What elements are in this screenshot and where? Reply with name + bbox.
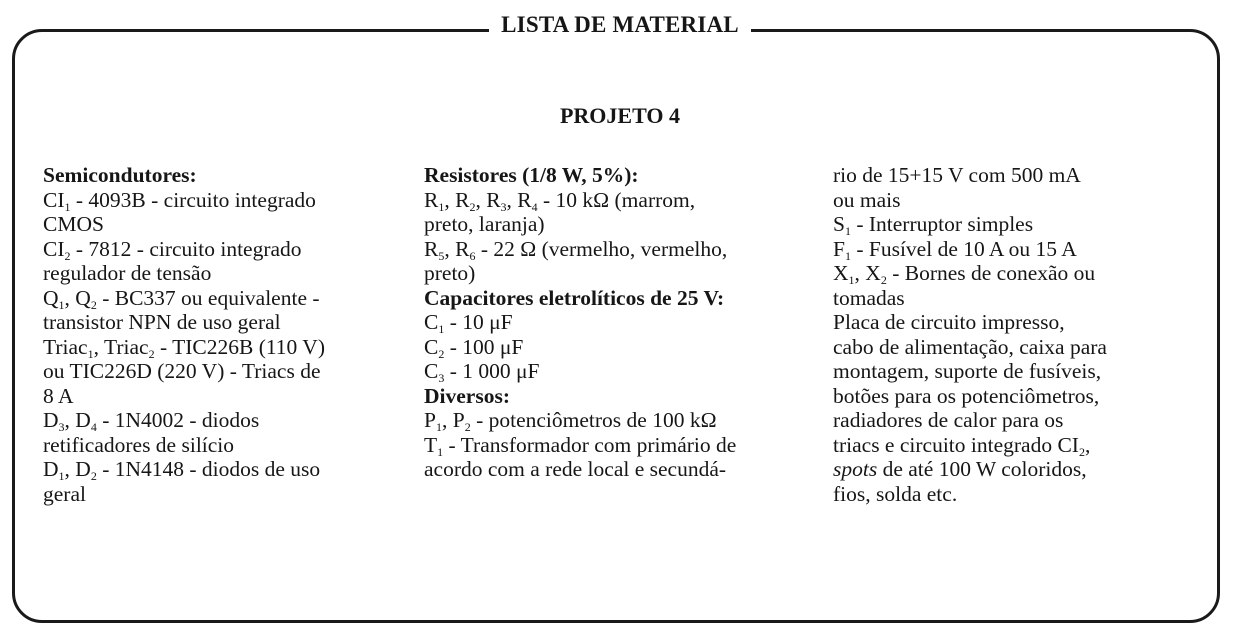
list-line: preto) [424, 261, 476, 285]
subscript: 3 [58, 420, 65, 434]
list-line: retificadores de silício [43, 432, 235, 457]
subscript: 2 [464, 420, 471, 434]
list-line: transistor NPN de uso geral [43, 310, 281, 334]
subscript: 1 [438, 199, 445, 214]
list-line: ou TIC226D (220 V) - Triacs de [43, 359, 321, 383]
subscript: 3 [500, 199, 507, 214]
subscript: 2 [1078, 444, 1085, 459]
list-line: geral [43, 481, 86, 506]
subscript: 1 [844, 248, 851, 263]
section-heading: Capacitores eletrolíticos de 25 V: [424, 285, 725, 310]
list-title: LISTA DE MATERIAL [489, 12, 751, 37]
list-line: triacs e circuito integrado $CI_2$, [833, 432, 1091, 459]
list-line: $C_2 - 100$ μF [424, 334, 524, 361]
italic-term: spots [833, 457, 878, 481]
list-line: rio de 15+15 V com 500 mA [833, 163, 1081, 187]
list-line: $R_1$, $R_2$, $R_3$, $R_4 - 10$ kΩ (marrom, [424, 187, 696, 214]
subscript: 1 [437, 444, 444, 459]
frame-title-bar [0, 12, 1240, 38]
section-heading: Semicondutores: [43, 163, 197, 187]
subscript: 2 [469, 199, 476, 214]
subscript: 4 [90, 420, 97, 434]
subscript: 2 [90, 469, 97, 483]
subscript: 3 [438, 371, 445, 385]
list-line: Triac$_1$, Triac$_2$ - TIC226B (110 V) [43, 334, 325, 361]
subscript: 2 [438, 346, 445, 361]
list-line: spots de até 100 W coloridos, [833, 457, 1087, 481]
list-line: botões para os potenciômetros, [833, 383, 1100, 408]
list-line: $X_1$, $X_2$ - Bornes de conexão ou [833, 261, 1096, 287]
subscript: 2 [148, 346, 155, 361]
list-line: preto, laranja) [424, 212, 545, 236]
subscript: 1 [87, 346, 94, 361]
project-heading: PROJETO 4 [559, 103, 680, 128]
subscript: 1 [58, 297, 65, 312]
list-line: $T_1$ - Transformador com primário de [424, 432, 737, 459]
list-line: 8 A [43, 383, 74, 408]
subscript: 1 [844, 224, 851, 238]
list-line: $R_5$, $R_6 - 22$ Ω (vermelho, vermelho, [424, 236, 728, 263]
list-line: tomadas [833, 285, 905, 310]
list-line: $CI_2 - 7812$ - circuito integrado [43, 236, 302, 263]
section-heading: Diversos: [424, 383, 510, 408]
list-line: $Q_1$, $Q_2 - BC337$ ou equivalente - [43, 285, 320, 312]
subscript: 1 [438, 322, 445, 336]
list-line: fios, solda etc. [833, 481, 958, 506]
list-line: $D_1$, $D_2 - 1N4148$ - diodos de uso [43, 457, 321, 483]
list-line: regulador de tensão [43, 261, 212, 285]
section-heading: Resistores (1/8 W, 5%): [424, 163, 639, 187]
list-line: $CI_1 - 4093B$ - circuito integrado [43, 187, 316, 214]
subscript: 2 [880, 273, 887, 287]
list-line: $C_1 - 10$ μF [424, 310, 513, 336]
list-line: $C_3 - 1$ 000 μF [424, 359, 540, 385]
list-line: $S_1$ - Interruptor simples [833, 212, 1034, 238]
list-line: $D_3$, $D_4 - 1N4002$ - diodos [43, 408, 260, 434]
subscript: 2 [90, 297, 97, 312]
subscript: 5 [438, 248, 445, 263]
list-line: ou mais [833, 187, 901, 212]
list-line: $F_1$ - Fusível de 10 A ou 15 A [833, 236, 1077, 263]
column-3 [833, 163, 1203, 506]
list-line: $P_1$, $P_2$ - potenciômetros de 100 kΩ [424, 408, 717, 434]
subscript: 1 [64, 199, 71, 214]
subscript: 6 [469, 248, 476, 263]
list-line: Placa de circuito impresso, [833, 310, 1065, 334]
list-line: acordo com a rede local e secundá- [424, 457, 727, 481]
list-line: montagem, suporte de fusíveis, [833, 359, 1102, 383]
subscript: 1 [435, 420, 442, 434]
list-line: radiadores de calor para os [833, 408, 1064, 432]
subscript: 1 [58, 469, 65, 483]
list-line: cabo de alimentação, caixa para [833, 334, 1107, 359]
column-1 [43, 163, 398, 506]
subscript: 1 [848, 273, 855, 287]
subscript: 4 [531, 199, 538, 214]
subscript: 2 [64, 248, 71, 263]
column-2 [424, 163, 796, 482]
list-line: CMOS [43, 212, 104, 236]
